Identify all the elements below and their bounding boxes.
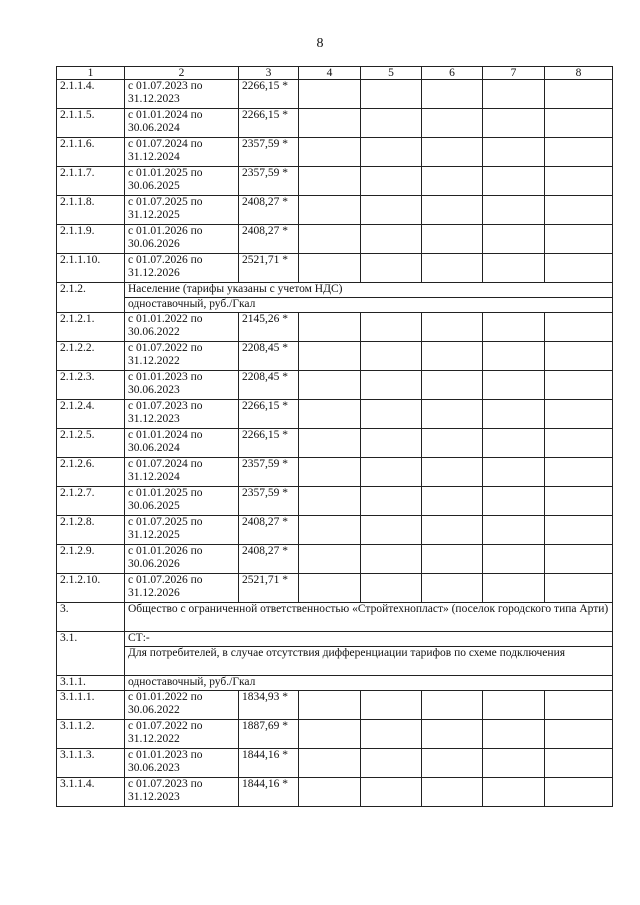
empty-cell (483, 254, 545, 283)
empty-cell (483, 516, 545, 545)
empty-cell (299, 254, 361, 283)
empty-cell (483, 225, 545, 254)
empty-cell (299, 574, 361, 603)
section-row (57, 283, 613, 298)
section-row (57, 298, 613, 313)
row-number: 3.1.1. (57, 676, 125, 691)
period-cell: с 01.01.2024 по 30.06.2024 (125, 109, 239, 138)
empty-cell (299, 458, 361, 487)
empty-cell (422, 574, 483, 603)
empty-cell (361, 458, 422, 487)
period-cell: с 01.07.2025 по 31.12.2025 (125, 196, 239, 225)
empty-cell (545, 516, 613, 545)
empty-cell (361, 691, 422, 720)
tariff-value: 2408,27 * (239, 196, 299, 225)
empty-cell (299, 225, 361, 254)
row-number: 2.1.1.8. (57, 196, 125, 225)
empty-cell (361, 342, 422, 371)
row-number: 3.1.1.1. (57, 691, 125, 720)
section-text: одноставочный, руб./Гкал (125, 676, 613, 691)
table-row (57, 720, 613, 749)
header-cell: 4 (299, 67, 361, 80)
table-row (57, 167, 613, 196)
empty-cell (422, 400, 483, 429)
section-row (57, 676, 613, 691)
empty-cell (299, 778, 361, 807)
empty-cell (545, 225, 613, 254)
empty-cell (299, 109, 361, 138)
empty-cell (483, 487, 545, 516)
section-row (57, 632, 613, 647)
empty-cell (361, 225, 422, 254)
row-number: 2.1.1.5. (57, 109, 125, 138)
row-number: 3.1.1.3. (57, 749, 125, 778)
period-cell: с 01.01.2023 по 30.06.2023 (125, 371, 239, 400)
period-cell: с 01.01.2025 по 30.06.2025 (125, 487, 239, 516)
empty-cell (422, 313, 483, 342)
empty-cell (361, 109, 422, 138)
empty-cell (545, 458, 613, 487)
row-number: 3. (57, 603, 125, 632)
empty-cell (422, 720, 483, 749)
tariff-value: 2357,59 * (239, 487, 299, 516)
empty-cell (361, 254, 422, 283)
empty-cell (361, 167, 422, 196)
empty-cell (483, 691, 545, 720)
empty-cell (422, 109, 483, 138)
table-row (57, 196, 613, 225)
header-cell: 2 (125, 67, 239, 80)
empty-cell (422, 545, 483, 574)
row-number: 2.1.2.1. (57, 313, 125, 342)
row-number: 2.1.1.4. (57, 80, 125, 109)
table-row (57, 691, 613, 720)
tariff-value: 2408,27 * (239, 225, 299, 254)
empty-cell (422, 138, 483, 167)
row-number: 2.1.2.6. (57, 458, 125, 487)
section-row (57, 647, 613, 676)
empty-cell (483, 545, 545, 574)
table-header-row (57, 67, 613, 80)
empty-cell (361, 720, 422, 749)
tariff-value: 2266,15 * (239, 80, 299, 109)
empty-cell (545, 487, 613, 516)
empty-cell (361, 516, 422, 545)
empty-cell (545, 342, 613, 371)
empty-cell (483, 342, 545, 371)
tariff-value: 2357,59 * (239, 458, 299, 487)
empty-cell (483, 574, 545, 603)
period-cell: с 01.07.2023 по 31.12.2023 (125, 778, 239, 807)
tariff-value: 2266,15 * (239, 109, 299, 138)
tariff-value: 2521,71 * (239, 254, 299, 283)
empty-cell (545, 109, 613, 138)
empty-cell (545, 167, 613, 196)
tariff-value: 2357,59 * (239, 167, 299, 196)
row-number: 3.1. (57, 632, 125, 676)
row-number: 2.1.2.9. (57, 545, 125, 574)
empty-cell (361, 371, 422, 400)
empty-cell (483, 313, 545, 342)
empty-cell (299, 313, 361, 342)
period-cell: с 01.01.2026 по 30.06.2026 (125, 545, 239, 574)
empty-cell (483, 138, 545, 167)
page-number: 8 (316, 36, 324, 51)
tariff-value: 2357,59 * (239, 138, 299, 167)
tariff-value: 2208,45 * (239, 371, 299, 400)
empty-cell (545, 196, 613, 225)
empty-cell (483, 429, 545, 458)
organization-name: Общество с ограниченной ответственностью «Стройтехнопласт» (поселок городского типа Арти) (125, 603, 613, 632)
empty-cell (483, 720, 545, 749)
section-text: Для потребителей, в случае отсутствия дифференциации тарифов по схеме подключения (125, 647, 613, 676)
period-cell: с 01.01.2022 по 30.06.2022 (125, 313, 239, 342)
empty-cell (483, 778, 545, 807)
tariff-value: 2266,15 * (239, 429, 299, 458)
empty-cell (545, 574, 613, 603)
empty-cell (299, 487, 361, 516)
empty-cell (361, 574, 422, 603)
empty-cell (483, 196, 545, 225)
row-number: 2.1.2.4. (57, 400, 125, 429)
table-row (57, 254, 613, 283)
table-row (57, 80, 613, 109)
empty-cell (545, 691, 613, 720)
empty-cell (483, 400, 545, 429)
table-row (57, 313, 613, 342)
row-number: 2.1.2.7. (57, 487, 125, 516)
period-cell: с 01.07.2024 по 31.12.2024 (125, 458, 239, 487)
tariff-value: 1887,69 * (239, 720, 299, 749)
tariff-value: 2266,15 * (239, 400, 299, 429)
empty-cell (422, 342, 483, 371)
row-number: 2.1.2.8. (57, 516, 125, 545)
row-number: 3.1.1.2. (57, 720, 125, 749)
empty-cell (422, 691, 483, 720)
empty-cell (545, 545, 613, 574)
header-cell: 8 (545, 67, 613, 80)
period-cell: с 01.01.2022 по 30.06.2022 (125, 691, 239, 720)
period-cell: с 01.07.2022 по 31.12.2022 (125, 342, 239, 371)
empty-cell (299, 516, 361, 545)
period-cell: с 01.07.2022 по 31.12.2022 (125, 720, 239, 749)
table-row (57, 342, 613, 371)
empty-cell (299, 342, 361, 371)
row-number: 2.1.1.6. (57, 138, 125, 167)
empty-cell (483, 80, 545, 109)
row-number: 2.1.2. (57, 283, 125, 313)
tariff-value: 1844,16 * (239, 778, 299, 807)
empty-cell (483, 458, 545, 487)
empty-cell (483, 167, 545, 196)
period-cell: с 01.01.2025 по 30.06.2025 (125, 167, 239, 196)
row-number: 2.1.1.10. (57, 254, 125, 283)
empty-cell (299, 429, 361, 458)
empty-cell (483, 371, 545, 400)
period-cell: с 01.07.2024 по 31.12.2024 (125, 138, 239, 167)
row-number: 2.1.2.3. (57, 371, 125, 400)
empty-cell (299, 138, 361, 167)
empty-cell (299, 545, 361, 574)
empty-cell (422, 196, 483, 225)
table-row (57, 225, 613, 254)
table-row (57, 109, 613, 138)
empty-cell (299, 371, 361, 400)
period-cell: с 01.07.2026 по 31.12.2026 (125, 574, 239, 603)
empty-cell (422, 225, 483, 254)
empty-cell (361, 400, 422, 429)
empty-cell (545, 400, 613, 429)
table-row (57, 371, 613, 400)
empty-cell (422, 167, 483, 196)
empty-cell (422, 429, 483, 458)
table-row (57, 400, 613, 429)
table-row (57, 516, 613, 545)
empty-cell (361, 545, 422, 574)
table-row (57, 749, 613, 778)
empty-cell (483, 749, 545, 778)
empty-cell (299, 167, 361, 196)
tariff-value: 2408,27 * (239, 545, 299, 574)
table-row (57, 429, 613, 458)
tariff-value: 2521,71 * (239, 574, 299, 603)
row-number: 2.1.2.2. (57, 342, 125, 371)
tariff-table (56, 66, 613, 807)
empty-cell (545, 429, 613, 458)
empty-cell (422, 80, 483, 109)
tariff-value: 2145,26 * (239, 313, 299, 342)
tariff-value: 2408,27 * (239, 516, 299, 545)
section-text: Население (тарифы указаны с учетом НДС) (125, 283, 613, 298)
empty-cell (483, 109, 545, 138)
empty-cell (545, 138, 613, 167)
empty-cell (422, 516, 483, 545)
header-cell: 5 (361, 67, 422, 80)
tariff-value: 2208,45 * (239, 342, 299, 371)
empty-cell (361, 749, 422, 778)
row-number: 2.1.2.10. (57, 574, 125, 603)
empty-cell (361, 487, 422, 516)
empty-cell (422, 254, 483, 283)
empty-cell (422, 487, 483, 516)
tariff-table-body (57, 67, 613, 807)
row-number: 2.1.1.9. (57, 225, 125, 254)
empty-cell (545, 720, 613, 749)
table-row (57, 138, 613, 167)
tariff-value: 1844,16 * (239, 749, 299, 778)
empty-cell (299, 196, 361, 225)
table-row (57, 778, 613, 807)
section-text: СТ:- (125, 632, 613, 647)
empty-cell (545, 313, 613, 342)
table-row (57, 545, 613, 574)
period-cell: с 01.07.2025 по 31.12.2025 (125, 516, 239, 545)
empty-cell (545, 778, 613, 807)
empty-cell (299, 749, 361, 778)
empty-cell (422, 778, 483, 807)
tariff-value: 1834,93 * (239, 691, 299, 720)
section-text: одноставочный, руб./Гкал (125, 298, 613, 313)
empty-cell (299, 400, 361, 429)
period-cell: с 01.01.2026 по 30.06.2026 (125, 225, 239, 254)
empty-cell (361, 138, 422, 167)
period-cell: с 01.07.2026 по 31.12.2026 (125, 254, 239, 283)
header-cell: 6 (422, 67, 483, 80)
table-row (57, 458, 613, 487)
header-cell: 3 (239, 67, 299, 80)
empty-cell (361, 429, 422, 458)
empty-cell (545, 371, 613, 400)
table-row (57, 574, 613, 603)
empty-cell (422, 371, 483, 400)
table-row (57, 487, 613, 516)
empty-cell (361, 778, 422, 807)
header-cell: 1 (57, 67, 125, 80)
empty-cell (545, 749, 613, 778)
empty-cell (545, 80, 613, 109)
empty-cell (299, 691, 361, 720)
empty-cell (361, 80, 422, 109)
period-cell: с 01.01.2023 по 30.06.2023 (125, 749, 239, 778)
organization-row (57, 603, 613, 632)
header-cell: 7 (483, 67, 545, 80)
row-number: 2.1.1.7. (57, 167, 125, 196)
empty-cell (361, 313, 422, 342)
row-number: 3.1.1.4. (57, 778, 125, 807)
period-cell: с 01.07.2023 по 31.12.2023 (125, 80, 239, 109)
row-number: 2.1.2.5. (57, 429, 125, 458)
empty-cell (422, 749, 483, 778)
empty-cell (422, 458, 483, 487)
empty-cell (361, 196, 422, 225)
period-cell: с 01.07.2023 по 31.12.2023 (125, 400, 239, 429)
empty-cell (299, 80, 361, 109)
empty-cell (299, 720, 361, 749)
empty-cell (545, 254, 613, 283)
period-cell: с 01.01.2024 по 30.06.2024 (125, 429, 239, 458)
